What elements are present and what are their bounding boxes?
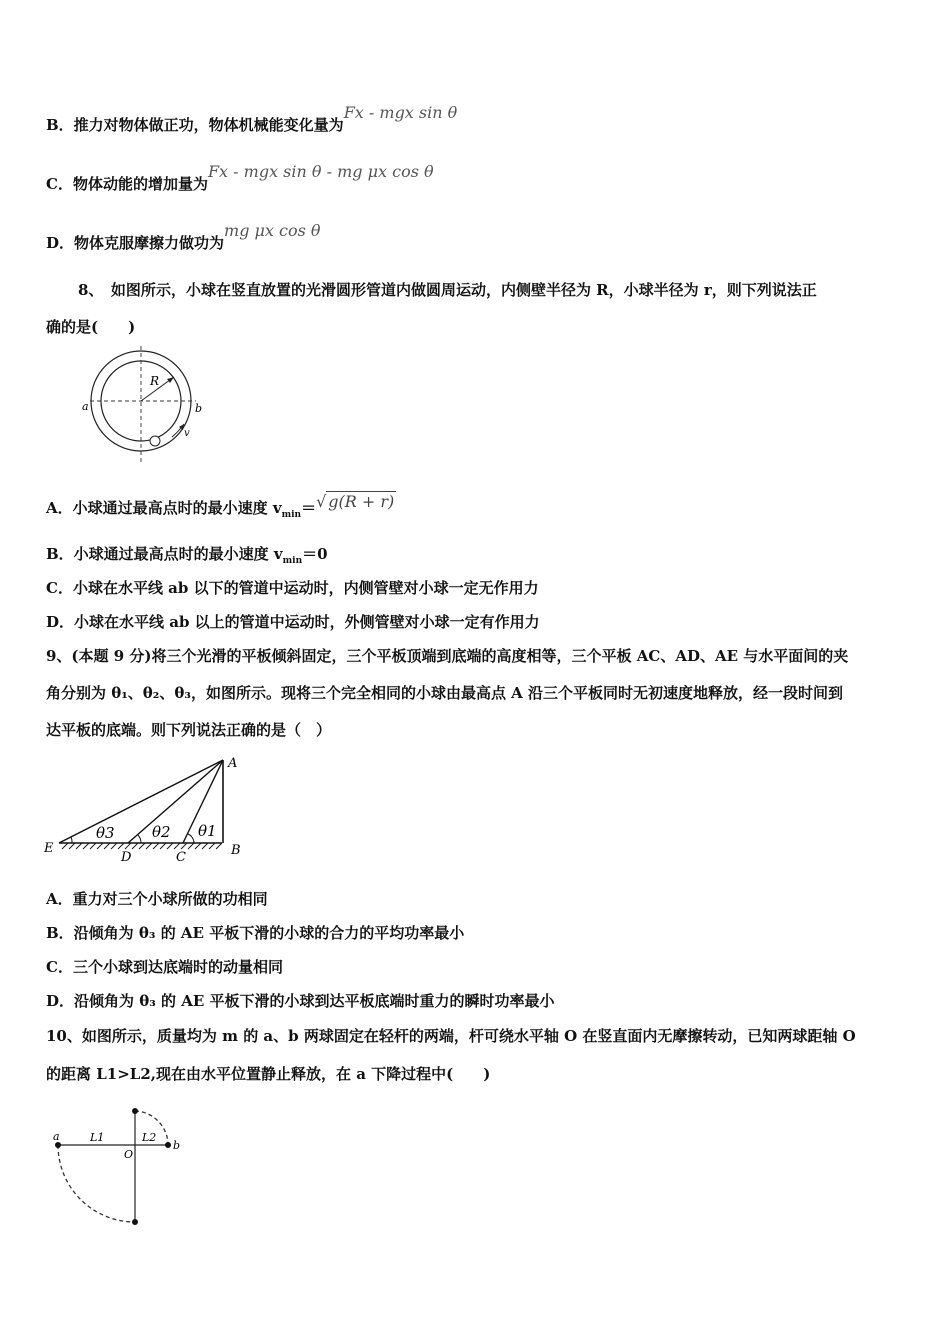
q8-option-a-text: A．小球通过最高点时的最小速度 v [46, 499, 282, 517]
q9-option-a: A．重力对三个小球所做的功相同 [46, 890, 268, 908]
q8-option-c: C．小球在水平线 ab 以下的管道中运动时，内侧管壁对小球一定无作用力 [46, 579, 539, 597]
q10-stem-line1: 10、如图所示，质量均为 m 的 a、b 两球固定在轻杆的两端，杆可绕水平轴 O 在竖直面内无摩擦转动，已知两球距轴 O [46, 1027, 856, 1045]
q8-option-a-eq: ＝ [301, 499, 317, 517]
q8-option-a-formula: √ g(R + r) [316, 492, 395, 511]
label-L1: L1 [90, 1131, 105, 1144]
label-a: a [53, 1130, 60, 1143]
q8-option-a-radicand: g(R + r) [328, 492, 395, 511]
q7-option-b-text: B．推力对物体做正功，物体机械能变化量为 [46, 116, 344, 134]
q7-option-c-text: C．物体动能的增加量为 [46, 175, 208, 193]
ground-hatching [62, 843, 222, 849]
q8-option-b-text: B．小球通过最高点时的最小速度 v [46, 545, 283, 563]
angle-arc-2 [138, 835, 141, 843]
q8-option-a-sub: min [281, 510, 302, 520]
q7-option-c [46, 162, 434, 194]
label-O: O [124, 1148, 134, 1161]
label-a: a [82, 400, 89, 413]
ball-b-top [132, 1108, 138, 1114]
label-b: b [195, 402, 203, 415]
label-L2: L2 [142, 1131, 157, 1144]
q8-option-b-sub: min [282, 556, 303, 566]
q7-option-b-formula: Fx - mgx sin θ [343, 103, 458, 122]
q7-option-d-text: D．物体克服摩擦力做功为 [46, 234, 225, 252]
q9-option-d: D．沿倾角为 θ₃ 的 AE 平板下滑的小球到达平板底端时重力的瞬时功率最小 [46, 992, 555, 1010]
angle-arc-3 [71, 837, 72, 843]
q8-stem-line1: 8、 如图所示，小球在竖直放置的光滑圆形管道内做圆周运动，内侧壁半径为 R，小球半径为 r，则下列说法正 [78, 281, 817, 299]
label-E: E [44, 841, 54, 856]
q8-option-a [46, 492, 396, 525]
q7-option-b [46, 103, 458, 135]
q8-stem-line2: 确的是( ) [46, 318, 136, 336]
q7-option-d [46, 221, 321, 253]
label-v: v [184, 428, 190, 439]
q9-inclined-planes-figure [42, 752, 252, 864]
angle-arc-1 [188, 834, 194, 843]
label-A: A [228, 756, 238, 771]
label-B: B [231, 843, 241, 858]
q10-rod-figure [46, 1103, 196, 1233]
small-ball [150, 436, 160, 446]
radius-arrowhead [167, 377, 174, 383]
q7-option-d-formula: mg μx cos θ [224, 221, 321, 240]
label-D: D [121, 850, 132, 864]
q10-stem-line2: 的距离 L1>L2,现在由水平位置静止释放，在 a 下降过程中( ) [46, 1065, 491, 1083]
ball-b [165, 1142, 171, 1148]
q8-option-d: D．小球在水平线 ab 以上的管道中运动时，外侧管壁对小球一定有作用力 [46, 613, 540, 631]
q9-option-b: B．沿倾角为 θ₃ 的 AE 平板下滑的小球的合力的平均功率最小 [46, 924, 465, 942]
label-C: C [176, 850, 186, 864]
label-R: R [150, 374, 160, 388]
q9-stem-line1: 9、(本题 9 分)将三个光滑的平板倾斜固定，三个平板顶端到底端的高度相等，三个平板 AC、AD、AE 与水平面间的夹 [46, 647, 849, 665]
q9-stem-line2: 角分别为 θ₁、θ₂、θ₃，如图所示。现将三个完全相同的小球由最高点 A 沿三个平板同时无初速度地释放，经一段时间到 [46, 684, 844, 702]
q9-option-c: C．三个小球到达底端时的动量相同 [46, 958, 283, 976]
q8-circular-tube-figure [80, 346, 210, 466]
q8-option-b [46, 544, 328, 571]
label-theta3: θ3 [96, 824, 115, 842]
q9-stem-line3: 达平板的底端。则下列说法正确的是（ ） [46, 721, 332, 739]
label-b: b [173, 1139, 181, 1152]
q7-option-c-formula: Fx - mgx sin θ - mg μx cos θ [207, 162, 434, 181]
q8-option-b-tail: ＝0 [302, 545, 328, 563]
label-theta1: θ1 [198, 822, 217, 840]
label-theta2: θ2 [152, 823, 171, 841]
ball-a-bottom [132, 1219, 138, 1225]
